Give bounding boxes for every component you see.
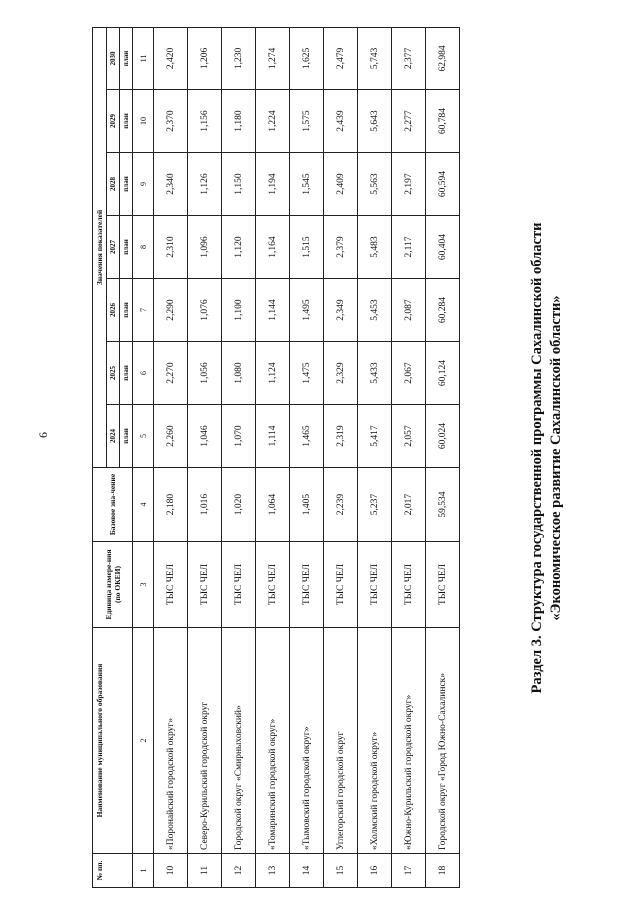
header-unit: Единица измере-ния (по ОКЕИ) (93, 542, 133, 628)
row-number: 13 (256, 854, 290, 888)
plan-value: 62,984 (426, 27, 460, 89)
plan-value: 1,206 (188, 27, 222, 89)
column-number: 1 (133, 854, 154, 888)
plan-value: 1,100 (222, 279, 256, 342)
row-number: 10 (154, 854, 188, 888)
plan-value: 5,433 (358, 342, 392, 405)
plan-value: 1,126 (188, 153, 222, 216)
plan-value: 1,465 (290, 405, 324, 468)
column-number: 10 (133, 90, 154, 153)
plan-value: 2,329 (324, 342, 358, 405)
plan-value: 1,114 (256, 405, 290, 468)
plan-value: 60,284 (426, 279, 460, 342)
table-row (392, 27, 426, 887)
column-number: 4 (133, 468, 154, 542)
section-title-line2: «Экономическое развитие Сахалинской области» (548, 295, 564, 621)
row-number: 17 (392, 854, 426, 888)
table-row (426, 27, 460, 887)
base-value: 2,239 (324, 468, 358, 542)
plan-value: 2,439 (324, 90, 358, 153)
municipality-name: Городской округ «Смирныховский» (222, 628, 256, 854)
unit-cell: ТЫС ЧЕЛ (290, 542, 324, 628)
municipality-name: Городской округ «Город Южно-Сахалинск» (426, 628, 460, 854)
header-year: 2028 (107, 153, 120, 216)
plan-value: 1,475 (290, 342, 324, 405)
plan-value: 1,120 (222, 216, 256, 279)
base-value: 5,237 (358, 468, 392, 542)
plan-value: 1,070 (222, 405, 256, 468)
plan-value: 1,156 (188, 90, 222, 153)
row-number: 16 (358, 854, 392, 888)
plan-value: 1,056 (188, 342, 222, 405)
header-base: Базовое зна-чение (93, 468, 133, 542)
header-plan: план (120, 279, 133, 342)
plan-value: 1,124 (256, 342, 290, 405)
municipality-name: «Южно-Курильский городской округ» (392, 628, 426, 854)
row-number: 12 (222, 854, 256, 888)
row-number: 18 (426, 854, 460, 888)
unit-cell: ТЫС ЧЕЛ (426, 542, 460, 628)
column-number: 6 (133, 342, 154, 405)
plan-value: 2,340 (154, 153, 188, 216)
section-title-line1: Раздел 3. Структура государственной программы Сахалинской области (529, 222, 545, 694)
base-value: 1,405 (290, 468, 324, 542)
plan-value: 1,180 (222, 90, 256, 153)
header-no: № пп. (93, 854, 133, 888)
column-number: 7 (133, 279, 154, 342)
plan-value: 2,409 (324, 153, 358, 216)
plan-value: 2,349 (324, 279, 358, 342)
plan-value: 2,117 (392, 216, 426, 279)
plan-value: 1,625 (290, 27, 324, 89)
plan-value: 60,784 (426, 90, 460, 153)
header-year: 2026 (107, 279, 120, 342)
plan-value: 5,743 (358, 27, 392, 89)
table-row (222, 27, 256, 887)
unit-cell: ТЫС ЧЕЛ (392, 542, 426, 628)
plan-value: 1,046 (188, 405, 222, 468)
plan-value: 5,417 (358, 405, 392, 468)
unit-cell: ТЫС ЧЕЛ (222, 542, 256, 628)
rotated-page-content (92, 28, 564, 888)
header-row (93, 27, 107, 887)
column-number: 5 (133, 405, 154, 468)
municipality-name: «Тымовский городской округ» (290, 628, 324, 854)
plan-value: 5,453 (358, 279, 392, 342)
column-numbers-row (133, 27, 154, 887)
base-value: 1,064 (256, 468, 290, 542)
plan-value: 60,124 (426, 342, 460, 405)
plan-value: 60,594 (426, 153, 460, 216)
plan-value: 2,370 (154, 90, 188, 153)
indicators-table (92, 27, 460, 888)
plan-value: 1,080 (222, 342, 256, 405)
municipality-name: «Поронайский городской округ» (154, 628, 188, 854)
column-number: 11 (133, 27, 154, 89)
table-row (358, 27, 392, 887)
municipality-name: «Томаринский городской округ» (256, 628, 290, 854)
plan-value: 1,495 (290, 279, 324, 342)
base-value: 1,020 (222, 468, 256, 542)
row-number: 15 (324, 854, 358, 888)
unit-cell: ТЫС ЧЕЛ (358, 542, 392, 628)
column-number: 9 (133, 153, 154, 216)
base-value: 2,017 (392, 468, 426, 542)
section-title (528, 28, 566, 888)
base-value: 2,180 (154, 468, 188, 542)
table-header (93, 27, 133, 887)
page-number: 6 (36, 432, 50, 438)
plan-value: 2,377 (392, 27, 426, 89)
plan-value: 5,643 (358, 90, 392, 153)
plan-value: 1,076 (188, 279, 222, 342)
plan-value: 1,575 (290, 90, 324, 153)
header-year: 2029 (107, 90, 120, 153)
plan-value: 1,164 (256, 216, 290, 279)
header-plan: план (120, 342, 133, 405)
plan-value: 60,024 (426, 405, 460, 468)
plan-value: 2,379 (324, 216, 358, 279)
row-number: 11 (188, 854, 222, 888)
table-row (324, 27, 358, 887)
header-year: 2024 (107, 405, 120, 468)
header-values-group: Значения показателей (93, 27, 107, 467)
table-row (256, 27, 290, 887)
column-number: 8 (133, 216, 154, 279)
plan-value: 1,096 (188, 216, 222, 279)
plan-value: 1,274 (256, 27, 290, 89)
municipality-name: Северо-Курильский городской округ (188, 628, 222, 854)
header-year: 2027 (107, 216, 120, 279)
plan-value: 1,150 (222, 153, 256, 216)
plan-value: 1,224 (256, 90, 290, 153)
header-plan: план (120, 216, 133, 279)
plan-value: 2,197 (392, 153, 426, 216)
plan-value: 2,260 (154, 405, 188, 468)
plan-value: 2,277 (392, 90, 426, 153)
unit-cell: ТЫС ЧЕЛ (256, 542, 290, 628)
plan-value: 2,319 (324, 405, 358, 468)
plan-value: 2,067 (392, 342, 426, 405)
plan-value: 1,515 (290, 216, 324, 279)
column-number: 3 (133, 542, 154, 628)
table-body (133, 27, 460, 887)
plan-value: 2,420 (154, 27, 188, 89)
column-number: 2 (133, 628, 154, 854)
plan-value: 1,230 (222, 27, 256, 89)
header-plan: план (120, 405, 133, 468)
plan-value: 2,057 (392, 405, 426, 468)
header-plan: план (120, 27, 133, 89)
plan-value: 5,563 (358, 153, 392, 216)
row-number: 14 (290, 854, 324, 888)
unit-cell: ТЫС ЧЕЛ (324, 542, 358, 628)
plan-value: 2,310 (154, 216, 188, 279)
plan-value: 5,483 (358, 216, 392, 279)
plan-value: 60,404 (426, 216, 460, 279)
plan-value: 1,144 (256, 279, 290, 342)
unit-cell: ТЫС ЧЕЛ (154, 542, 188, 628)
plan-value: 2,270 (154, 342, 188, 405)
base-value: 1,016 (188, 468, 222, 542)
header-plan: план (120, 90, 133, 153)
plan-value: 1,545 (290, 153, 324, 216)
header-name: Наименование муниципального образования (93, 628, 133, 854)
table-row (154, 27, 188, 887)
base-value: 59,534 (426, 468, 460, 542)
table-row (290, 27, 324, 887)
header-year: 2025 (107, 342, 120, 405)
plan-value: 1,194 (256, 153, 290, 216)
plan-value: 2,290 (154, 279, 188, 342)
table-row (188, 27, 222, 887)
unit-cell: ТЫС ЧЕЛ (188, 542, 222, 628)
header-plan: план (120, 153, 133, 216)
municipality-name: «Холмский городской округ» (358, 628, 392, 854)
plan-value: 2,087 (392, 279, 426, 342)
header-year: 2030 (107, 27, 120, 89)
municipality-name: Углегорский городской округ (324, 628, 358, 854)
plan-value: 2,479 (324, 27, 358, 89)
